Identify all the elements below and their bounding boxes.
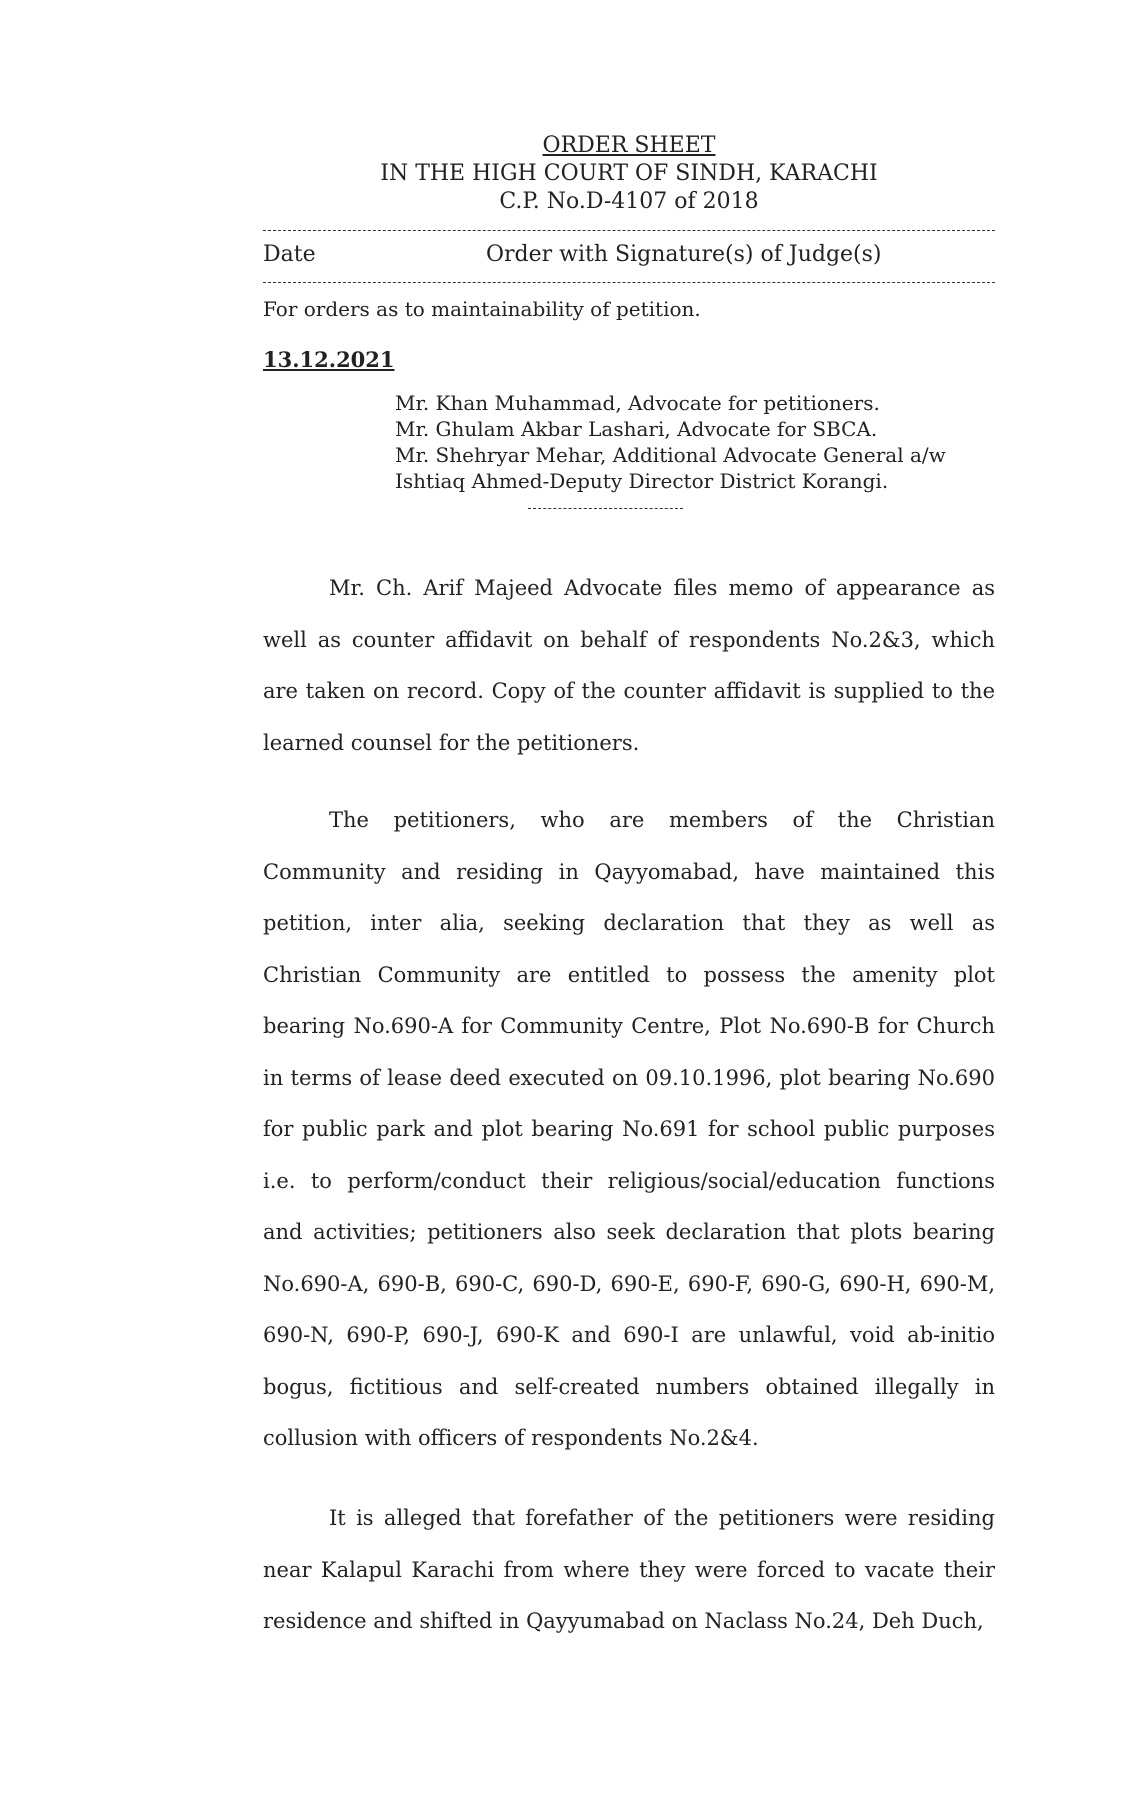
- appearances-dashed-divider: [528, 508, 683, 509]
- document-header: [263, 132, 995, 216]
- for-orders-line: For orders as to maintainability of petition.: [263, 297, 701, 321]
- order-date: 13.12.2021: [263, 347, 395, 372]
- order-column-label: Order with Signature(s) of Judge(s): [486, 242, 882, 267]
- bottom-dashed-divider: [263, 282, 995, 283]
- case-number: C.P. No.D-4107 of 2018: [499, 189, 759, 214]
- court-name: IN THE HIGH COURT OF SINDH, KARACHI: [380, 161, 878, 186]
- appearance-line: Mr. Ghulam Akbar Lashari, Advocate for SBCA.: [395, 417, 878, 441]
- appearance-line: Mr. Shehryar Mehar, Additional Advocate General a/w: [395, 443, 946, 467]
- appearance-line: Ishtiaq Ahmed-Deputy Director District Korangi.: [395, 469, 889, 493]
- date-column-label: Date: [263, 242, 316, 267]
- document-title: ORDER SHEET: [542, 133, 716, 158]
- top-dashed-divider: [263, 230, 995, 231]
- appearances-block: [395, 390, 946, 494]
- order-paragraph: Mr. Ch. Arif Majeed Advocate files memo of appearance as well as counter affidavit on behalf of respondents No.2&3, which are taken on record. Copy of the counter affidavit is supplied to the learned counsel for the petitioners.: [263, 576, 995, 755]
- appearance-line: Mr. Khan Muhammad, Advocate for petitioners.: [395, 391, 880, 415]
- order-paragraph: The petitioners, who are members of the Christian Community and residing in Qayyomabad, have maintained this petition, inter alia, seeking declaration that they as well as Christian Community are entitled to possess the amenity plot bearing No.690-A for Community Centre, Plot No.690-B for Church in terms of lease deed executed on 09.10.1996, plot bearing No.690 for public park and plot bearing No.691 for school public purposes i.e. to perform/conduct their religious/social/education functions and activities; petitioners also seek declaration that plots bearing No.690-A, 690-B, 690-C, 690-D, 690-E, 690-F, 690-G, 690-H, 690-M, 690-N, 690-P, 690-J, 690-K and 690-I are unlawful, void ab-initio bogus, fictitious and self-created numbers obtained illegally in collusion with officers of respondents No.2&4.: [263, 808, 995, 1450]
- order-paragraph: It is alleged that forefather of the petitioners were residing near Kalapul Karachi from where they were forced to vacate their residence and shifted in Qayyumabad on Naclass No.24, Deh Duch,: [263, 1506, 995, 1633]
